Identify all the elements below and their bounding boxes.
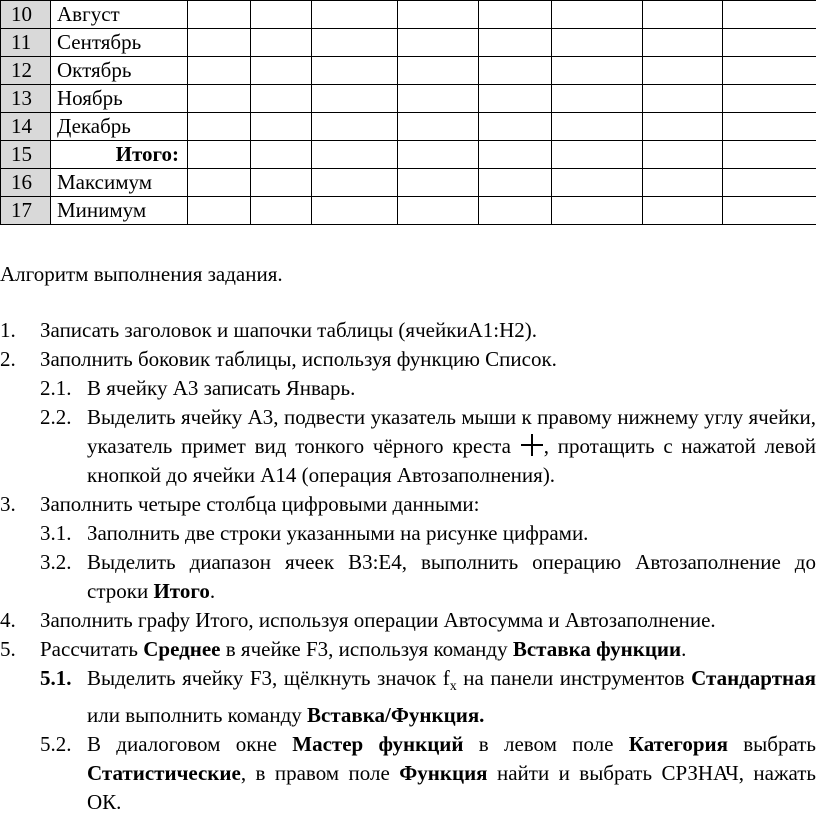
step-number: 2.1.: [40, 374, 72, 403]
step-text: Выделить диапазон ячеек В3:Е4, выполнить операцию Автозаполнение до строки Итого.: [87, 548, 816, 606]
row-label: Ноябрь: [51, 85, 188, 113]
step-number: 4.: [0, 606, 16, 635]
step-text: Заполнить две строки указанными на рисунке цифрами.: [87, 519, 816, 548]
step-text: Заполнить графу Итого, используя операции Автосумма и Автозаполнение.: [40, 606, 816, 635]
step-number: 5.: [0, 635, 16, 664]
row-number: 17: [1, 197, 51, 225]
table-row: [1, 85, 816, 113]
step-number: 5.2.: [40, 730, 72, 759]
step-3: [0, 490, 816, 519]
row-number: 15: [1, 141, 51, 169]
row-label: Август: [51, 1, 188, 29]
steps-list: [0, 316, 816, 817]
row-label: Итого:: [51, 141, 188, 169]
row-label: Декабрь: [51, 113, 188, 141]
table-row: [1, 169, 816, 197]
step-text: В диалоговом окне Мастер функций в левом поле Категория выбрать Статистические, в правом поле Функция найти и выбрать СРЗНАЧ, нажать ОК.: [87, 730, 816, 817]
table-row: [1, 1, 816, 29]
step-2: [0, 345, 816, 374]
step-2-1: [0, 374, 816, 403]
row-label: Октябрь: [51, 57, 188, 85]
step-5-2: [0, 730, 816, 817]
step-text: Выделить ячейку А3, подвести указатель мыши к правому нижнему углу ячейки, указатель примет вид тонкого чёрного креста , протащить с нажатой левой кнопкой до ячейки А14 (операция Автозаполнения).: [87, 403, 816, 490]
step-number: 3.1.: [40, 519, 72, 548]
step-number: 2.2.: [40, 403, 72, 432]
step-text: Заполнить боковик таблицы, используя функцию Список.: [40, 345, 816, 374]
step-1: [0, 316, 816, 345]
row-label: Минимум: [51, 197, 188, 225]
step-text: Рассчитать Среднее в ячейке F3, используя команду Вставка функции.: [40, 635, 816, 664]
step-text: Выделить ячейку F3, щёлкнуть значок $f_x$ на панели инструментов Стандартная или выполнить команду Вставка/Функция.: [87, 664, 816, 730]
step-number: 3.2.: [40, 548, 72, 577]
row-label: Сентябрь: [51, 29, 188, 57]
thin-cross-icon: [521, 434, 543, 456]
step-number: 5.1.: [40, 664, 72, 693]
table-row: [1, 113, 816, 141]
row-number: 10: [1, 1, 51, 29]
step-4: [0, 606, 816, 635]
step-5: [0, 635, 816, 664]
table-row: [1, 57, 816, 85]
row-number: 13: [1, 85, 51, 113]
step-3-2: [0, 548, 816, 606]
step-3-1: [0, 519, 816, 548]
row-number: 16: [1, 169, 51, 197]
table-row: [1, 141, 816, 169]
table-row: [1, 197, 816, 225]
step-number: 3.: [0, 490, 16, 519]
row-number: 11: [1, 29, 51, 57]
step-text: Записать заголовок и шапочки таблицы (ячейкиA1:H2).: [40, 316, 816, 345]
step-number: 2.: [0, 345, 16, 374]
spreadsheet-table: [0, 0, 816, 225]
step-text: Заполнить четыре столбца цифровыми данными:: [40, 490, 816, 519]
row-label: Максимум: [51, 169, 188, 197]
algorithm-heading: Алгоритм выполнения задания.: [0, 260, 283, 289]
row-number: 12: [1, 57, 51, 85]
step-5-1: [0, 664, 816, 730]
row-number: 14: [1, 113, 51, 141]
step-text: В ячейку А3 записать Январь.: [87, 374, 816, 403]
step-2-2: [0, 403, 816, 490]
table-row: [1, 29, 816, 57]
step-number: 1.: [0, 316, 16, 345]
